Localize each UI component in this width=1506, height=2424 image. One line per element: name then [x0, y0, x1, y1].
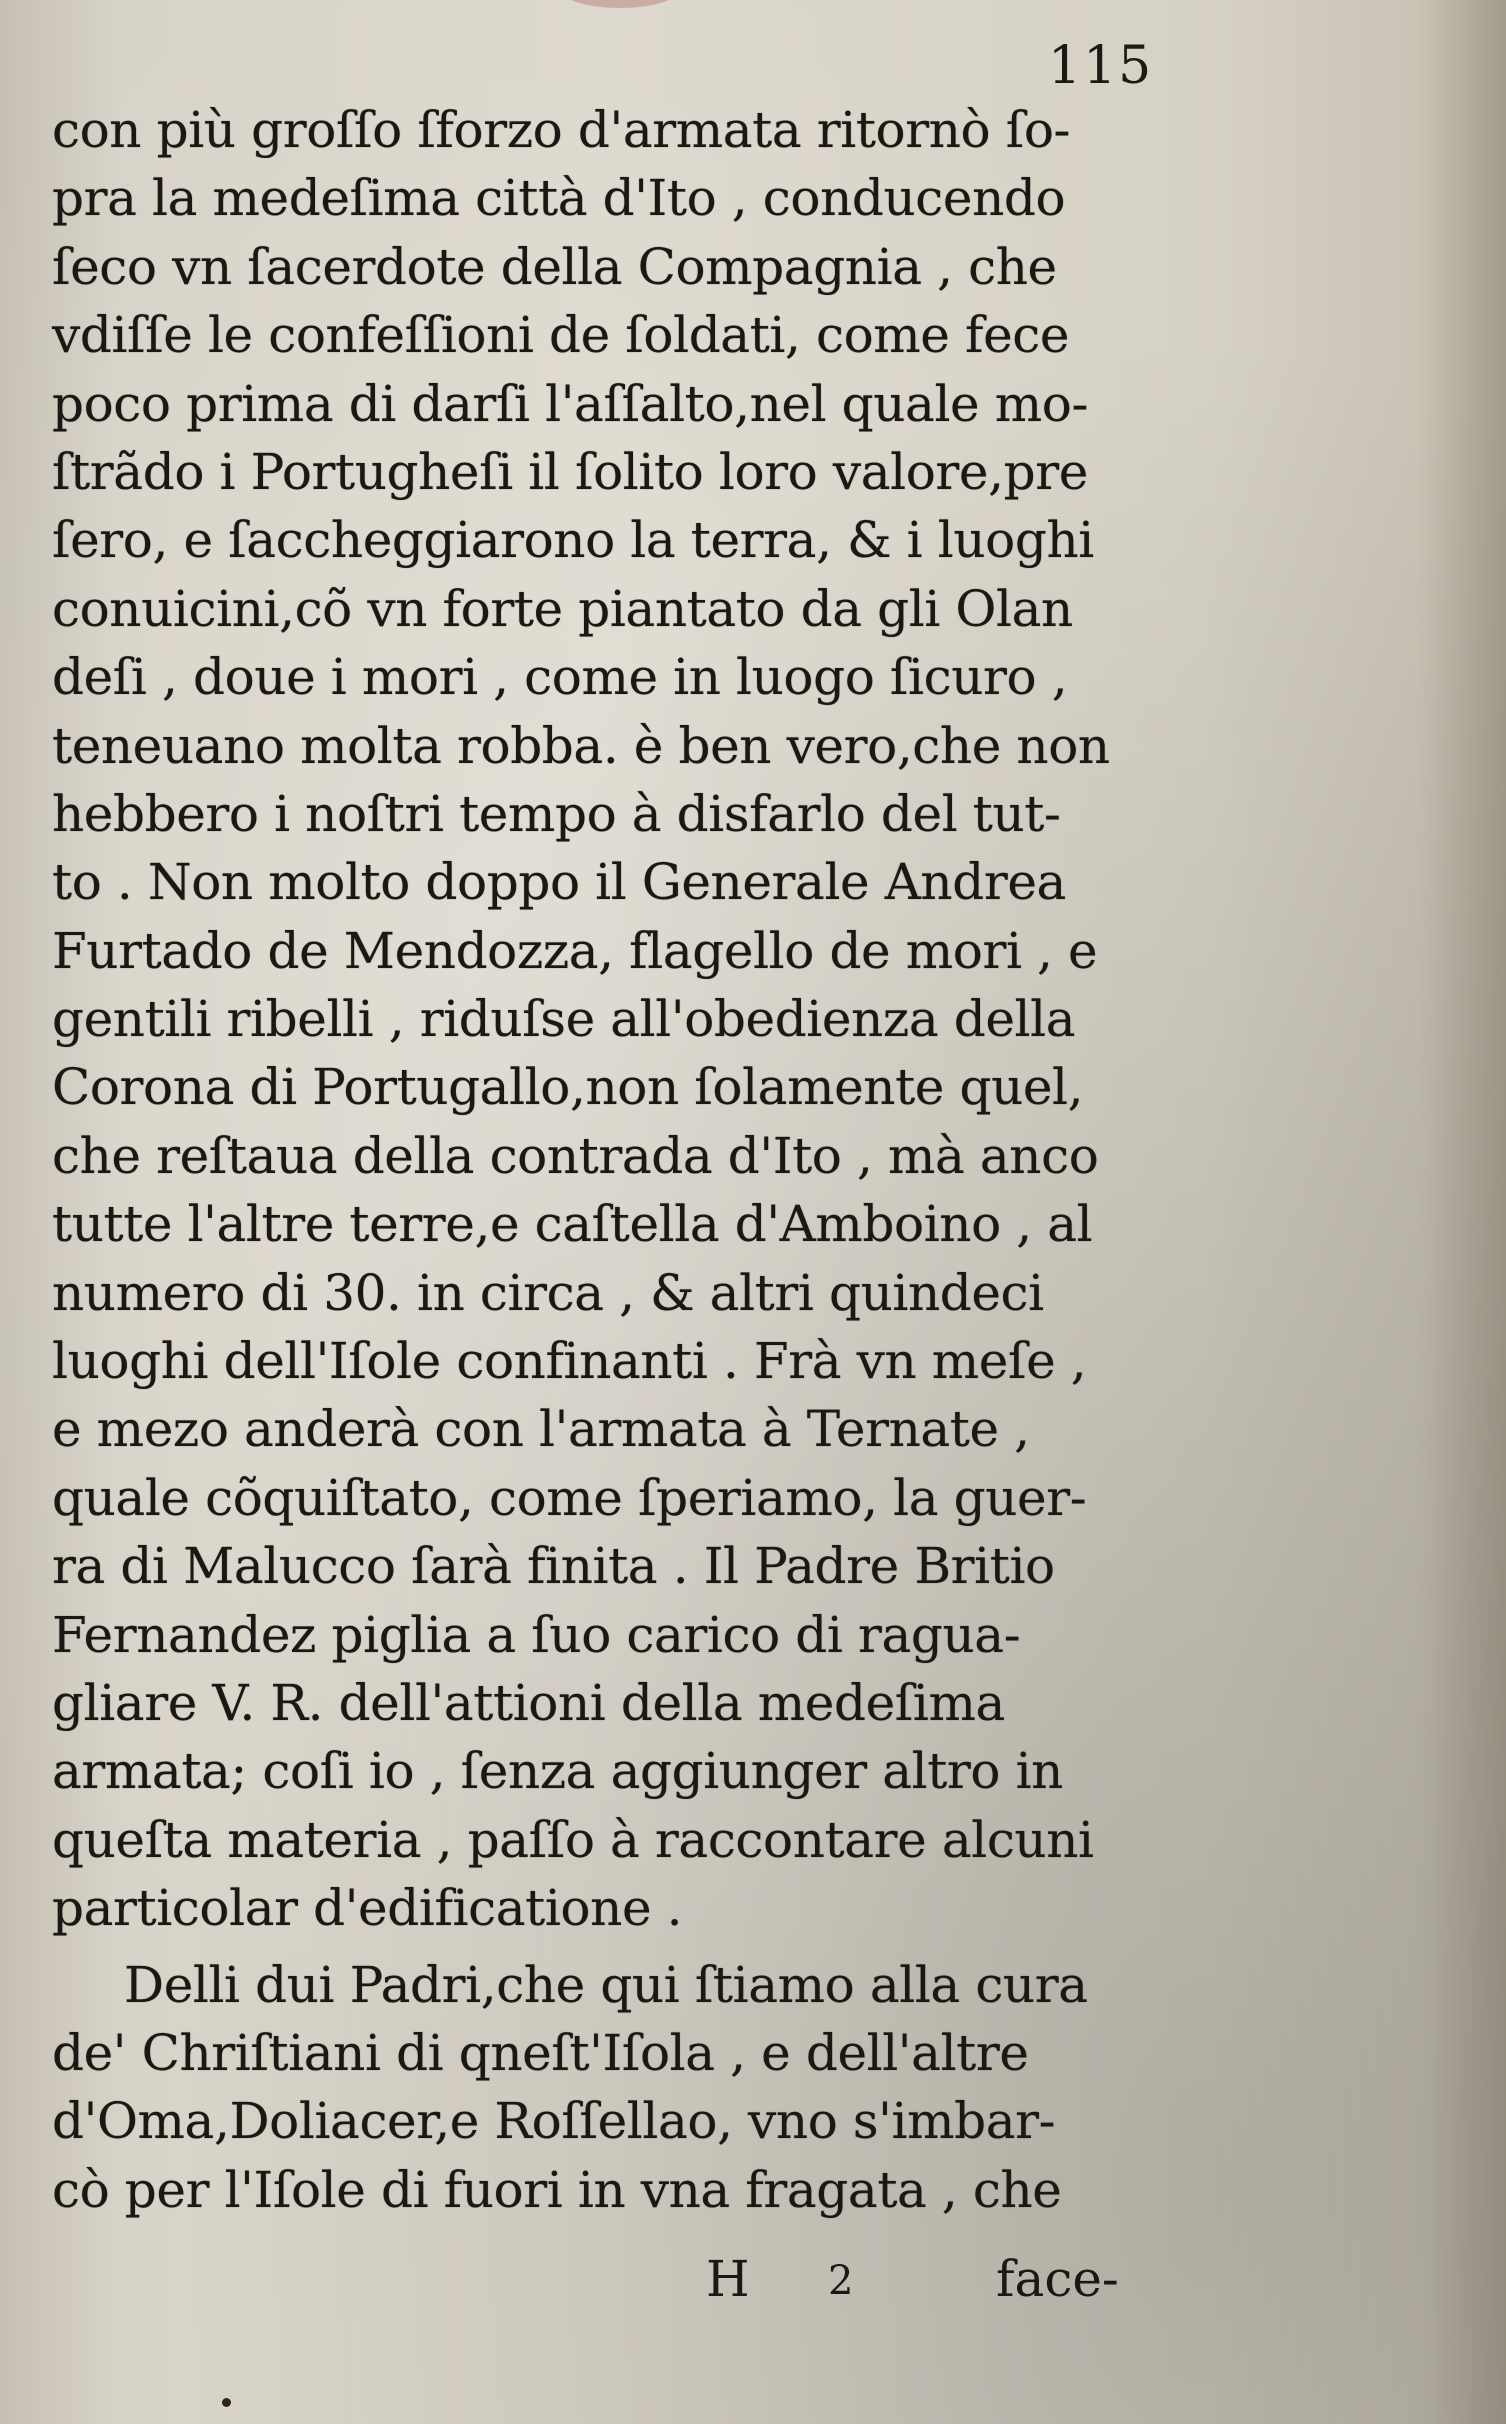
text-line-1: con più groſſo ſforzo d'armata ritornò ſo-	[52, 101, 1071, 159]
text-line-25: armata; coſi io , ſenza aggiunger altro in	[52, 1742, 1063, 1801]
text-line-9: deſi , doue i mori , come in luogo ſicuro ,	[52, 648, 1068, 707]
text-line-7: ſero, e ſaccheggiarono la terra, & i luoghi	[52, 511, 1094, 570]
catchword: face-	[996, 2250, 1119, 2308]
text-line-30: d'Oma,Doliacer,e Roſſellao, vno s'imbar-	[52, 2092, 1056, 2151]
text-line-18: numero di 30. in circa , & altri quindeci	[52, 1263, 1044, 1322]
paper-stain	[560, 0, 680, 8]
text-line-5: poco prima di darſi l'aſſalto,nel quale mo-	[52, 374, 1088, 433]
text-line-23: Fernandez piglia a ſuo carico di ragua-	[52, 1605, 1021, 1664]
text-line-22: ra di Malucco ſarà finita . Il Padre Britio	[52, 1537, 1055, 1596]
body-text	[52, 96, 1232, 2224]
text-line-3: ſeco vn ſacerdote della Compagnia , che	[52, 237, 1057, 296]
text-line-26: queſta materia , paſſo à raccontare alcuni	[52, 1810, 1094, 1869]
text-line-8: conuicini,cõ vn forte piantato da gli Olan	[52, 579, 1073, 638]
text-line-14: gentili ribelli , riduſse all'obedienza della	[52, 990, 1076, 1049]
text-line-20: e mezo anderà con l'armata à Ternate ,	[52, 1400, 1030, 1459]
signature-mark: H	[706, 2250, 750, 2308]
text-line-17: tutte l'altre terre,e caſtella d'Amboino , al	[52, 1195, 1093, 1254]
signature-number: 2	[828, 2258, 854, 2304]
text-line-27: particolar d'edificatione .	[52, 1879, 683, 1938]
page-number: 115	[1048, 36, 1154, 96]
text-line-6: ſtrãdo i Portugheſi il ſolito loro valore,pre	[52, 442, 1088, 501]
text-line-24: gliare V. R. dell'attioni della medeſima	[52, 1673, 1005, 1732]
text-line-31: cò per l'Iſole di fuori in vna fragata , che	[52, 2160, 1062, 2219]
text-line-29: de' Chriſtiani di qneſt'Iſola , e dell'altre	[52, 2023, 1029, 2082]
text-line-11: hebbero i noſtri tempo à disfarlo del tut-	[52, 784, 1061, 843]
text-line-4: vdiſſe le confeſſioni de ſoldati, come fece	[52, 306, 1070, 365]
text-line-10: teneuano molta robba. è ben vero,che non	[52, 716, 1110, 775]
text-line-19: luoghi dell'Iſole confinanti . Frà vn meſe ,	[52, 1332, 1087, 1391]
text-line-15: Corona di Portugallo,non ſolamente quel,	[52, 1058, 1084, 1117]
text-line-16: che reſtaua della contrada d'Ito , mà anco	[52, 1126, 1099, 1185]
page-shadow-edge	[1416, 0, 1506, 2424]
text-line-21: quale cõquiſtato, come ſperiamo, la guer-	[52, 1468, 1087, 1527]
ink-spot	[222, 2398, 231, 2407]
text-line-12: to . Non molto doppo il Generale Andrea	[52, 853, 1066, 912]
text-line-2: pra la medeſima città d'Ito , conducendo	[52, 169, 1066, 228]
text-line-13: Furtado de Mendozza, flagello de mori , e	[52, 921, 1098, 980]
text-line-28: Delli dui Padri,che qui ſtiamo alla cura	[124, 1955, 1088, 2014]
